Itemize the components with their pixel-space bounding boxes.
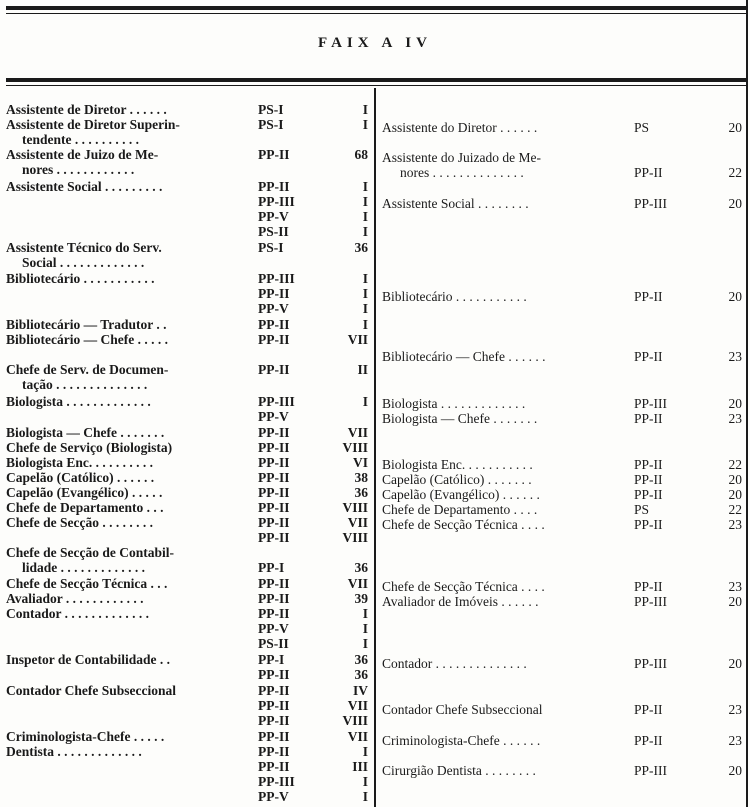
left-number: I bbox=[362, 606, 368, 621]
left-title-line: Assistente de Diretor Superin- bbox=[6, 117, 180, 132]
left-title-line: Capelão (Evangélico) . . . . . bbox=[6, 485, 163, 500]
right-number: 20 bbox=[728, 656, 742, 671]
right-number: 20 bbox=[728, 763, 742, 778]
left-code: PP-II bbox=[258, 500, 290, 515]
left-code: PP-II bbox=[258, 729, 290, 744]
right-code: PP-II bbox=[634, 702, 663, 717]
left-number: I bbox=[362, 271, 368, 286]
right-code: PP-III bbox=[634, 656, 667, 671]
left-title-line: nores . . . . . . . . . . . . bbox=[22, 162, 135, 177]
left-code: PP-III bbox=[258, 194, 295, 209]
right-title-line: Chefe de Departamento . . . . bbox=[382, 502, 538, 517]
left-number: I bbox=[362, 621, 368, 636]
right-title-line: Criminologista-Chefe . . . . . . bbox=[382, 733, 541, 748]
left-code: PP-II bbox=[258, 591, 290, 606]
left-code: PP-V bbox=[258, 789, 289, 804]
left-code: PP-II bbox=[258, 286, 290, 301]
left-title-line: Dentista . . . . . . . . . . . . . bbox=[6, 744, 142, 759]
left-number: I bbox=[362, 744, 368, 759]
left-title-line: Bibliotecário . . . . . . . . . . . bbox=[6, 271, 155, 286]
right-title-line: Biologista . . . . . . . . . . . . . bbox=[382, 396, 526, 411]
right-title-line: Capelão (Evangélico) . . . . . . bbox=[382, 487, 540, 502]
left-code: PP-II bbox=[258, 179, 290, 194]
left-number: I bbox=[362, 194, 368, 209]
left-title-line: Chefe de Secção Técnica . . . bbox=[6, 576, 168, 591]
right-code: PP-II bbox=[634, 517, 663, 532]
right-code: PP-III bbox=[634, 396, 667, 411]
left-title-line: Criminologista-Chefe . . . . . bbox=[6, 729, 165, 744]
left-title-line: Chefe de Serv. de Documen- bbox=[6, 362, 169, 377]
left-number: VII bbox=[347, 698, 368, 713]
left-title-line: Chefe de Secção . . . . . . . . bbox=[6, 515, 153, 530]
left-code: PP-V bbox=[258, 301, 289, 316]
left-number: 36 bbox=[354, 485, 368, 500]
left-title-line: lidade . . . . . . . . . . . . . bbox=[22, 560, 146, 575]
left-code: PP-III bbox=[258, 774, 295, 789]
left-code: PP-II bbox=[258, 317, 290, 332]
left-title-line: Biologista — Chefe . . . . . . . bbox=[6, 425, 165, 440]
right-number: 20 bbox=[728, 289, 742, 304]
right-number: 20 bbox=[728, 594, 742, 609]
right-number: 20 bbox=[728, 196, 742, 211]
left-code: PP-II bbox=[258, 530, 290, 545]
left-code: PP-II bbox=[258, 362, 290, 377]
right-title-line: nores . . . . . . . . . . . . . . bbox=[400, 165, 524, 180]
left-number: I bbox=[362, 774, 368, 789]
left-number: I bbox=[362, 301, 368, 316]
left-code: PS-II bbox=[258, 224, 289, 239]
left-number: 38 bbox=[354, 470, 368, 485]
left-code: PS-II bbox=[258, 636, 289, 651]
right-code: PP-III bbox=[634, 196, 667, 211]
right-title-line: Biologista Enc. . . . . . . . . . . bbox=[382, 457, 533, 472]
right-code: PP-III bbox=[634, 594, 667, 609]
left-title-line: Assistente de Juizo de Me- bbox=[6, 147, 159, 162]
right-number: 23 bbox=[728, 349, 742, 364]
left-code: PP-II bbox=[258, 576, 290, 591]
left-code: PP-II bbox=[258, 485, 290, 500]
right-title-line: Chefe de Secção Técnica . . . . bbox=[382, 579, 545, 594]
left-number: VIII bbox=[342, 530, 368, 545]
right-number: 23 bbox=[728, 733, 742, 748]
left-title-line: Social . . . . . . . . . . . . . bbox=[22, 255, 145, 270]
left-title-line: Chefe de Secção de Contabil- bbox=[6, 545, 174, 560]
right-number: 22 bbox=[728, 165, 742, 180]
left-number: 68 bbox=[354, 147, 368, 162]
left-code: PP-II bbox=[258, 147, 290, 162]
right-code: PP-II bbox=[634, 165, 663, 180]
left-number: VII bbox=[347, 332, 368, 347]
left-code: PP-II bbox=[258, 470, 290, 485]
left-code: PP-I bbox=[258, 652, 285, 667]
right-title-line: Assistente do Diretor . . . . . . bbox=[382, 120, 538, 135]
left-code: PS-I bbox=[258, 117, 284, 132]
left-code: PP-V bbox=[258, 621, 289, 636]
left-number: I bbox=[362, 179, 368, 194]
page-title: FAIX A IV bbox=[318, 35, 432, 51]
right-number: 23 bbox=[728, 411, 742, 426]
right-number: 20 bbox=[728, 396, 742, 411]
left-code: PS-I bbox=[258, 240, 284, 255]
left-number: 36 bbox=[354, 652, 368, 667]
left-number: II bbox=[357, 362, 368, 377]
left-title-line: Biologista . . . . . . . . . . . . . bbox=[6, 394, 151, 409]
left-title-line: Capelão (Católico) . . . . . . bbox=[6, 470, 155, 485]
right-number: 22 bbox=[728, 457, 742, 472]
left-title-line: Avaliador . . . . . . . . . . . . bbox=[6, 591, 144, 606]
left-code: PP-II bbox=[258, 698, 290, 713]
left-title-line: Bibliotecário — Tradutor . . bbox=[6, 317, 167, 332]
right-title-line: Biologista — Chefe . . . . . . . bbox=[382, 411, 538, 426]
right-title-line: Avaliador de Imóveis . . . . . . bbox=[382, 594, 539, 609]
left-number: I bbox=[362, 209, 368, 224]
left-number: VIII bbox=[342, 713, 368, 728]
left-number: I bbox=[362, 224, 368, 239]
right-code: PS bbox=[634, 120, 650, 135]
right-title-line: Contador Chefe Subseccional bbox=[382, 702, 543, 717]
left-number: I bbox=[362, 636, 368, 651]
left-code: PP-II bbox=[258, 332, 290, 347]
left-code: PP-II bbox=[258, 455, 290, 470]
right-code: PP-II bbox=[634, 411, 663, 426]
left-number: IV bbox=[352, 683, 368, 698]
left-title-line: Chefe de Departamento . . . bbox=[6, 500, 164, 515]
left-code: PP-V bbox=[258, 209, 289, 224]
left-number: 36 bbox=[354, 560, 368, 575]
right-code: PP-II bbox=[634, 579, 663, 594]
left-code: PP-III bbox=[258, 394, 295, 409]
left-number: I bbox=[362, 117, 368, 132]
right-title-line: Bibliotecário — Chefe . . . . . . bbox=[382, 349, 546, 364]
left-code: PP-II bbox=[258, 667, 290, 682]
left-title-line: Contador Chefe Subseccional bbox=[6, 683, 177, 698]
right-number: 20 bbox=[728, 487, 742, 502]
right-code: PP-II bbox=[634, 487, 663, 502]
left-code: PP-II bbox=[258, 683, 290, 698]
left-code: PP-I bbox=[258, 560, 285, 575]
left-code: PP-II bbox=[258, 759, 290, 774]
left-number: 36 bbox=[354, 240, 368, 255]
right-title-line: Bibliotecário . . . . . . . . . . . bbox=[382, 289, 527, 304]
left-code: PP-II bbox=[258, 713, 290, 728]
left-title-line: Assistente Social . . . . . . . . . bbox=[6, 179, 163, 194]
left-title-line: Inspetor de Contabilidade . . bbox=[6, 652, 171, 667]
left-number: I bbox=[362, 789, 368, 804]
right-code: PP-II bbox=[634, 733, 663, 748]
right-number: 20 bbox=[728, 472, 742, 487]
left-title-line: tendente . . . . . . . . . . bbox=[22, 132, 139, 147]
right-number: 23 bbox=[728, 702, 742, 717]
left-title-line: Assistente de Diretor . . . . . . bbox=[6, 102, 167, 117]
left-number: III bbox=[352, 759, 368, 774]
right-code: PS bbox=[634, 502, 650, 517]
right-code: PP-II bbox=[634, 457, 663, 472]
right-code: PP-II bbox=[634, 349, 663, 364]
left-number: I bbox=[362, 394, 368, 409]
left-code: PS-I bbox=[258, 102, 284, 117]
left-title-line: Biologista Enc. . . . . . . . . . bbox=[6, 455, 154, 470]
left-number: VIII bbox=[342, 440, 368, 455]
left-code: PP-II bbox=[258, 606, 290, 621]
right-code: PP-II bbox=[634, 472, 663, 487]
left-code: PP-III bbox=[258, 271, 295, 286]
left-number: VII bbox=[347, 729, 368, 744]
left-number: VI bbox=[352, 455, 368, 470]
right-title-line: Capelão (Católico) . . . . . . . bbox=[382, 472, 532, 487]
right-title-line: Cirurgião Dentista . . . . . . . . bbox=[382, 763, 536, 778]
right-number: 22 bbox=[728, 502, 742, 517]
left-number: 39 bbox=[354, 591, 368, 606]
right-title-line: Contador . . . . . . . . . . . . . . bbox=[382, 656, 527, 671]
left-number: VII bbox=[347, 576, 368, 591]
left-title-line: Bibliotecário — Chefe . . . . . bbox=[6, 332, 168, 347]
right-number: 23 bbox=[728, 517, 742, 532]
left-title-line: Assistente Técnico do Serv. bbox=[6, 240, 162, 255]
left-number: 36 bbox=[354, 667, 368, 682]
left-number: VII bbox=[347, 515, 368, 530]
right-title-line: Assistente Social . . . . . . . . bbox=[382, 196, 529, 211]
right-title-line: Assistente do Juizado de Me- bbox=[382, 150, 541, 165]
left-number: VIII bbox=[342, 500, 368, 515]
right-number: 20 bbox=[728, 120, 742, 135]
left-number: I bbox=[362, 286, 368, 301]
left-code: PP-II bbox=[258, 515, 290, 530]
left-number: VII bbox=[347, 425, 368, 440]
right-number: 23 bbox=[728, 579, 742, 594]
left-title-line: Chefe de Serviço (Biologista) bbox=[6, 440, 173, 455]
right-code: PP-III bbox=[634, 763, 667, 778]
left-number: I bbox=[362, 102, 368, 117]
left-code: PP-II bbox=[258, 440, 290, 455]
left-title-line: tação . . . . . . . . . . . . . . bbox=[22, 377, 148, 392]
left-number: I bbox=[362, 317, 368, 332]
right-title-line: Chefe de Secção Técnica . . . . bbox=[382, 517, 545, 532]
left-code: PP-II bbox=[258, 425, 290, 440]
left-title-line: Contador . . . . . . . . . . . . . bbox=[6, 606, 150, 621]
left-code: PP-V bbox=[258, 409, 289, 424]
left-code: PP-II bbox=[258, 744, 290, 759]
right-code: PP-II bbox=[634, 289, 663, 304]
